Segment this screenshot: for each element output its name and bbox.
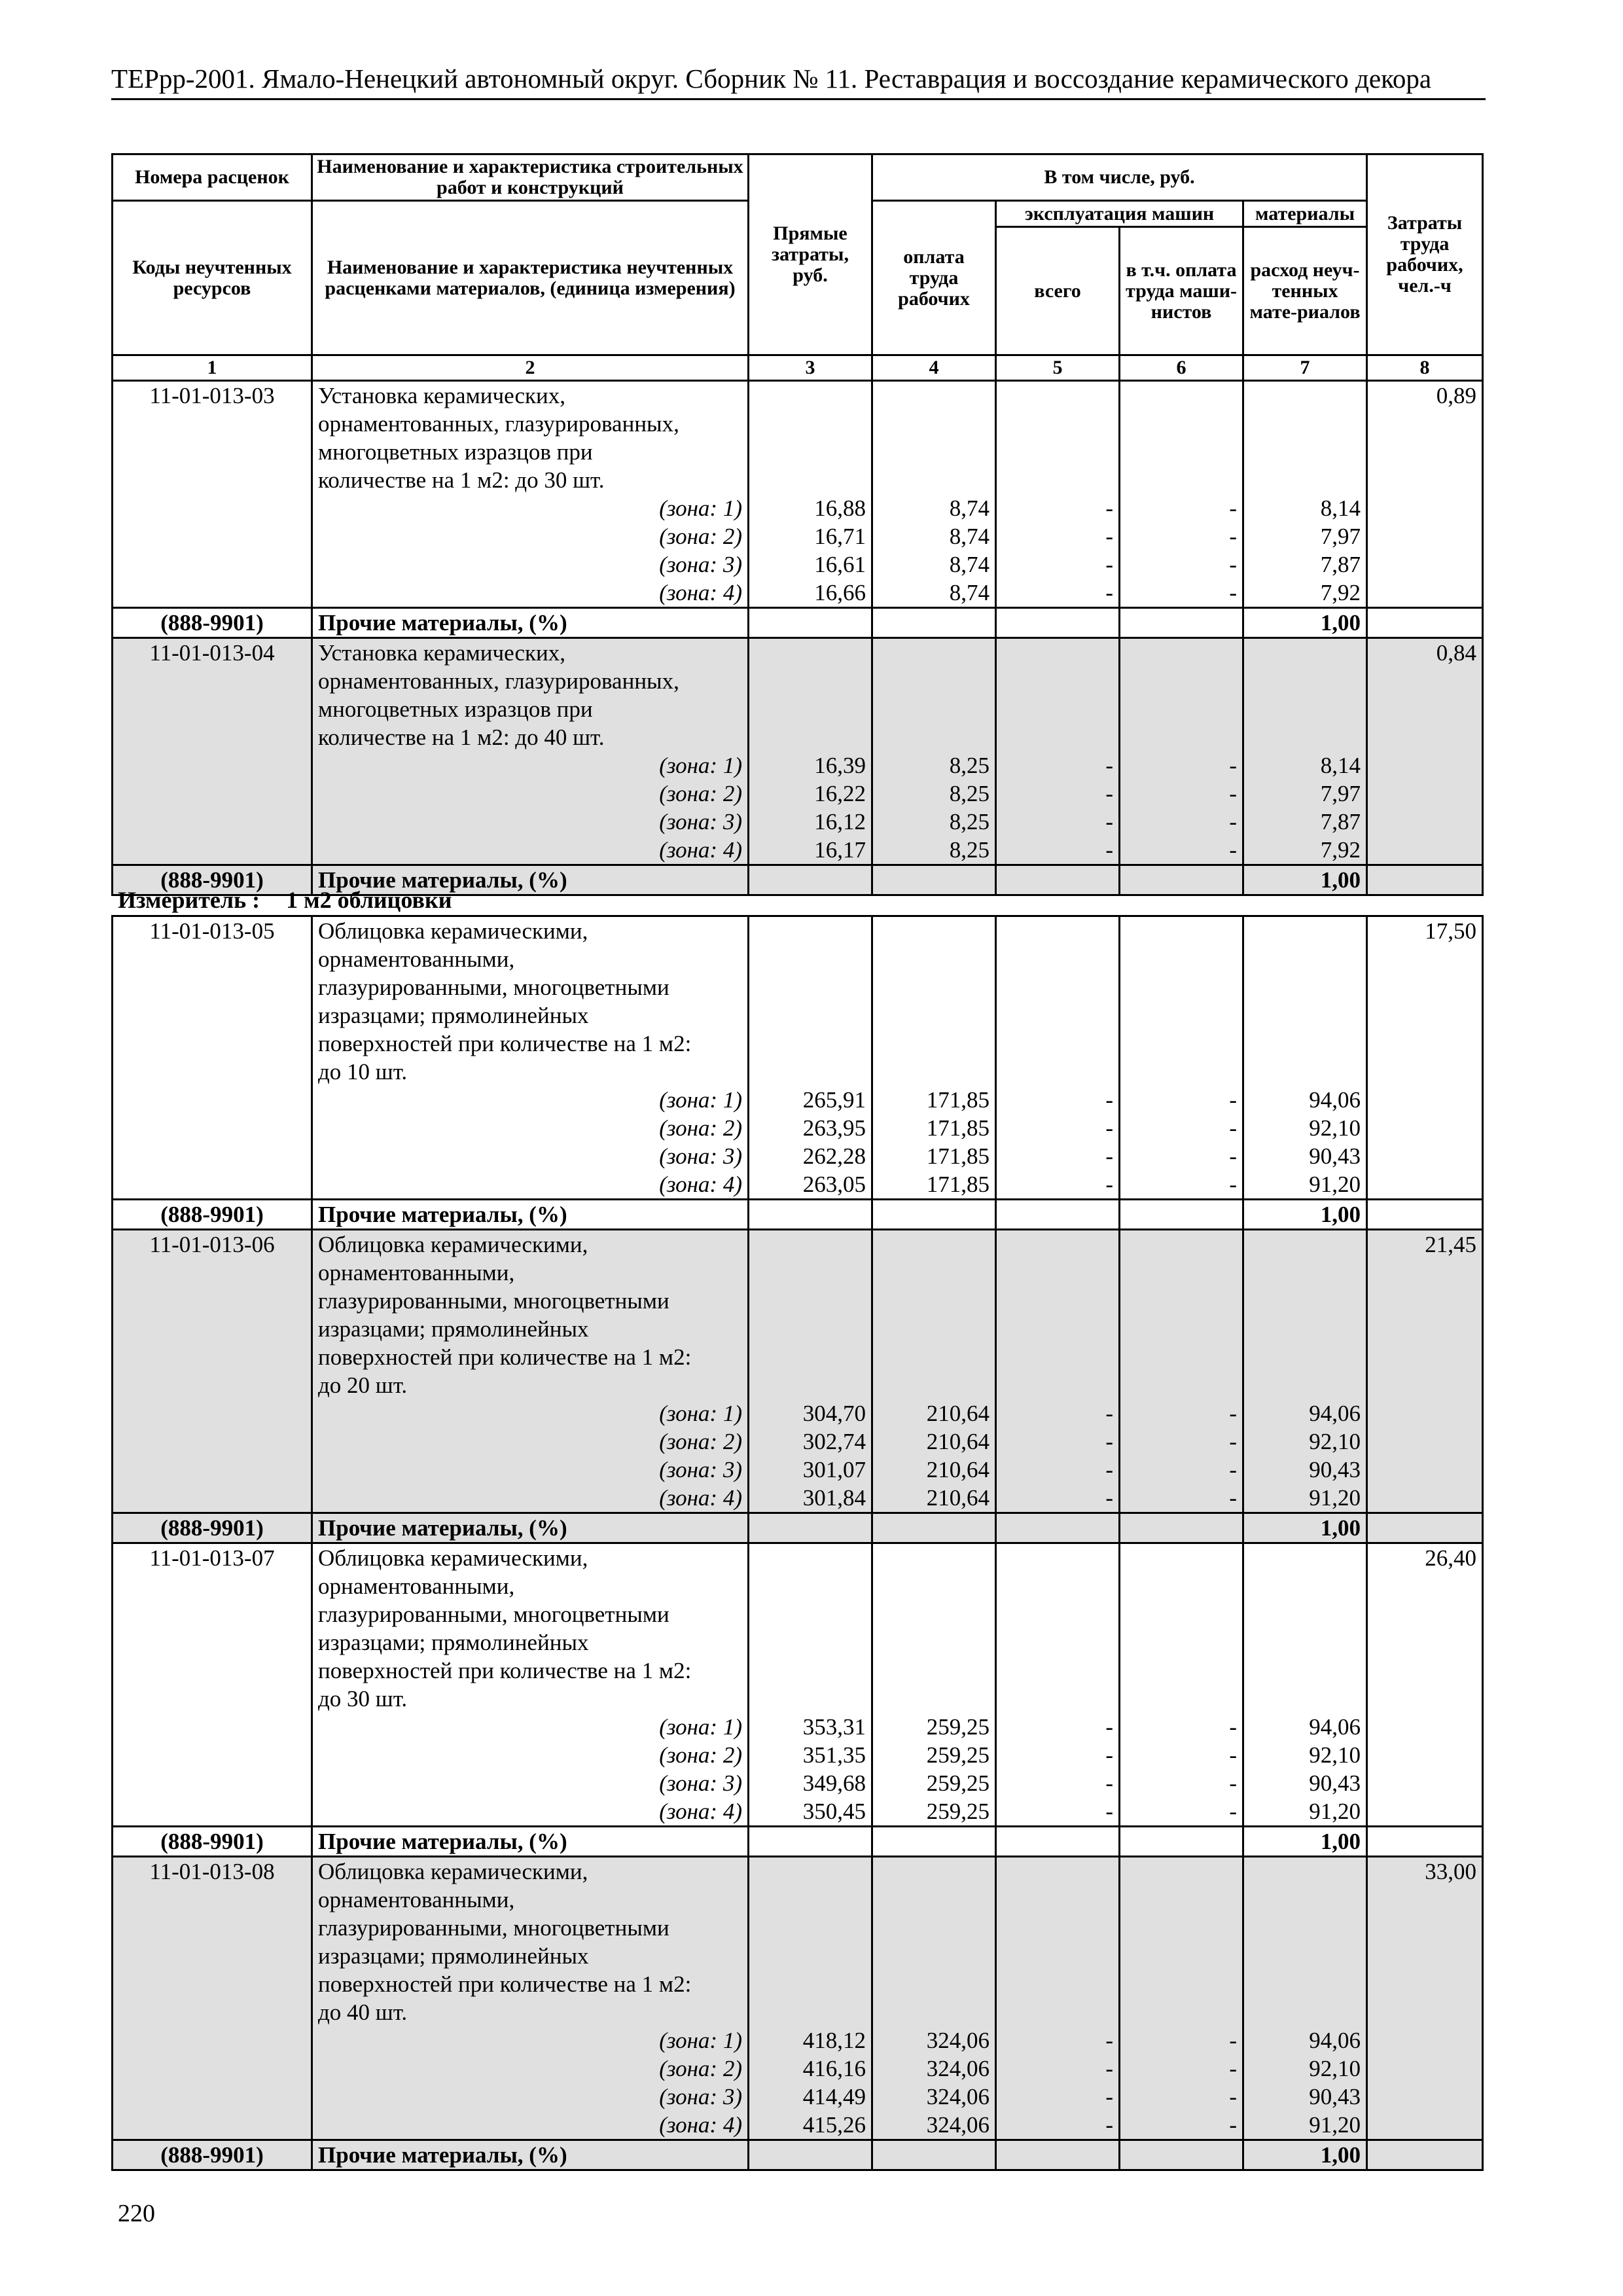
rate-description-cell bbox=[312, 916, 749, 1200]
other-materials-value: 1,00 bbox=[1243, 1200, 1367, 1230]
direct-cost-value: 263,95 bbox=[802, 1115, 866, 1141]
wage-value: 8,74 bbox=[949, 580, 990, 605]
machines-total-cell bbox=[996, 1857, 1120, 2140]
materials-value: 7,97 bbox=[1320, 524, 1361, 549]
materials-value: 7,87 bbox=[1320, 809, 1361, 834]
labor-hours-value: 0,89 bbox=[1436, 383, 1477, 408]
direct-cost-value: 16,12 bbox=[814, 809, 866, 834]
materials-value: 7,97 bbox=[1320, 781, 1361, 806]
machinist-wage-value: - bbox=[1229, 809, 1237, 834]
other-materials-row bbox=[113, 1200, 1483, 1230]
machines-total-value: - bbox=[1105, 1172, 1113, 1197]
direct-cost-value: 16,88 bbox=[814, 495, 866, 521]
other-materials-row bbox=[113, 1513, 1483, 1543]
other-materials-label: Прочие материалы, (%) bbox=[312, 865, 749, 895]
wage-value: 259,25 bbox=[926, 1799, 990, 1824]
direct-cost-value: 350,45 bbox=[802, 1799, 866, 1824]
other-materials-row bbox=[113, 1827, 1483, 1857]
labor-hours-cell bbox=[1367, 1543, 1483, 1827]
direct-cost-cell bbox=[749, 1857, 872, 2140]
materials-value: 90,43 bbox=[1309, 2084, 1361, 2109]
rate-row bbox=[113, 638, 1483, 865]
materials-value: 94,06 bbox=[1309, 1714, 1361, 1740]
rate-description-line: поверхностей при количестве на 1 м2: bbox=[318, 1658, 692, 1683]
wage-value: 8,25 bbox=[949, 753, 990, 778]
rate-description-line: орнаментованными, bbox=[318, 1573, 515, 1599]
machines-total-value: - bbox=[1105, 580, 1113, 605]
labor-hours-value: 21,45 bbox=[1425, 1232, 1476, 1257]
zone-label: (зона: 3) bbox=[659, 552, 742, 577]
machines-total-cell bbox=[996, 381, 1120, 608]
rates-table-1 bbox=[111, 153, 1484, 896]
col-num-2: 2 bbox=[312, 355, 749, 381]
wage-value: 8,74 bbox=[949, 552, 990, 577]
machinist-wage-value: - bbox=[1229, 753, 1237, 778]
materials-cell bbox=[1243, 1543, 1367, 1827]
direct-cost-value: 415,26 bbox=[802, 2112, 866, 2138]
direct-cost-value: 418,12 bbox=[802, 2028, 866, 2053]
rate-description-cell bbox=[312, 1543, 749, 1827]
other-materials-value: 1,00 bbox=[1243, 2140, 1367, 2170]
incl-header: В том числе, руб. bbox=[872, 154, 1367, 201]
machinist-wage-cell bbox=[1120, 638, 1243, 865]
direct-cost-cell bbox=[749, 916, 872, 1200]
wage-value: 324,06 bbox=[926, 2056, 990, 2081]
wage-value: 210,64 bbox=[926, 1457, 990, 1482]
col2-header-top-cell: Наименование и характеристика строительных работ и конструкций bbox=[312, 154, 749, 201]
machines-total-value: - bbox=[1105, 2112, 1113, 2138]
machinist-wage-value: - bbox=[1229, 495, 1237, 521]
col4-header: оплата труда рабочих bbox=[872, 201, 996, 355]
zone-label: (зона: 3) bbox=[659, 809, 742, 834]
col5-header: всего bbox=[996, 227, 1120, 355]
materials-value: 92,10 bbox=[1309, 1429, 1361, 1454]
col-num-4: 4 bbox=[872, 355, 996, 381]
materials-value: 92,10 bbox=[1309, 1742, 1361, 1768]
materials-value: 94,06 bbox=[1309, 1401, 1361, 1426]
machinist-wage-value: - bbox=[1229, 1485, 1237, 1511]
rate-row bbox=[113, 916, 1483, 1200]
rate-description-line: Установка керамических, bbox=[318, 383, 565, 408]
rate-code-cell bbox=[113, 1543, 312, 1827]
other-materials-label: Прочие материалы, (%) bbox=[312, 1827, 749, 1857]
materials-cell bbox=[1243, 381, 1367, 608]
machines-total-value: - bbox=[1105, 1143, 1113, 1169]
rate-description-line: до 40 шт. bbox=[318, 2000, 408, 2025]
other-materials-label: Прочие материалы, (%) bbox=[312, 1200, 749, 1230]
rate-description-cell bbox=[312, 1857, 749, 2140]
measure-label: Измеритель : bbox=[118, 887, 260, 913]
rate-code-cell bbox=[113, 916, 312, 1200]
col-num-5: 5 bbox=[996, 355, 1120, 381]
rate-description-line: глазурированными, многоцветными bbox=[318, 975, 669, 1000]
rate-description-line: глазурированными, многоцветными bbox=[318, 1602, 669, 1627]
rate-description-line: поверхностей при количестве на 1 м2: bbox=[318, 1031, 692, 1056]
machinist-wage-value: - bbox=[1229, 1087, 1237, 1113]
direct-cost-cell bbox=[749, 1543, 872, 1827]
machinist-wage-cell bbox=[1120, 1857, 1243, 2140]
zone-label: (зона: 2) bbox=[659, 2056, 742, 2081]
materials-value: 7,87 bbox=[1320, 552, 1361, 577]
zone-label: (зона: 1) bbox=[659, 1401, 742, 1426]
rate-description-line: орнаментованных, глазурированных, bbox=[318, 411, 679, 437]
labor-hours-value: 33,00 bbox=[1425, 1859, 1476, 1884]
wage-value: 8,74 bbox=[949, 495, 990, 521]
rate-row bbox=[113, 1857, 1483, 2140]
other-materials-code: (888-9901) bbox=[113, 1200, 312, 1230]
rate-description-line: изразцами; прямолинейных bbox=[318, 1630, 589, 1655]
rate-description-line: орнаментованных, глазурированных, bbox=[318, 668, 679, 694]
materials-cell bbox=[1243, 638, 1367, 865]
rate-row bbox=[113, 381, 1483, 608]
machines-total-value: - bbox=[1105, 1087, 1113, 1113]
labor-hours-value: 17,50 bbox=[1425, 918, 1476, 944]
rate-description-line: Облицовка керамическими, bbox=[318, 1545, 588, 1571]
machinist-wage-value: - bbox=[1229, 1742, 1237, 1768]
rate-description-line: до 20 шт. bbox=[318, 1372, 408, 1398]
materials-value: 90,43 bbox=[1309, 1457, 1361, 1482]
zone-label: (зона: 2) bbox=[659, 781, 742, 806]
rate-code: 11-01-013-07 bbox=[149, 1545, 275, 1571]
machines-total-cell bbox=[996, 1543, 1120, 1827]
rate-row bbox=[113, 1230, 1483, 1513]
labor-hours-cell bbox=[1367, 1857, 1483, 2140]
rate-description-line: изразцами; прямолинейных bbox=[318, 1003, 589, 1028]
other-materials-label: Прочие материалы, (%) bbox=[312, 2140, 749, 2170]
col-num-6: 6 bbox=[1120, 355, 1243, 381]
direct-cost-value: 265,91 bbox=[802, 1087, 866, 1113]
wage-value: 171,85 bbox=[926, 1115, 990, 1141]
materials-cell bbox=[1243, 916, 1367, 1200]
rate-description-line: количестве на 1 м2: до 40 шт. bbox=[318, 725, 605, 750]
machines-total-value: - bbox=[1105, 1742, 1113, 1768]
wage-cell bbox=[872, 638, 996, 865]
other-materials-row bbox=[113, 2140, 1483, 2170]
wage-value: 259,25 bbox=[926, 1742, 990, 1768]
zone-label: (зона: 3) bbox=[659, 1457, 742, 1482]
machines-total-value: - bbox=[1105, 1485, 1113, 1511]
other-materials-value: 1,00 bbox=[1243, 608, 1367, 638]
machinist-wage-value: - bbox=[1229, 1714, 1237, 1740]
direct-cost-value: 353,31 bbox=[802, 1714, 866, 1740]
rate-code-cell bbox=[113, 638, 312, 865]
rate-code: 11-01-013-05 bbox=[149, 918, 275, 944]
labor-hours-cell bbox=[1367, 381, 1483, 608]
direct-cost-value: 301,07 bbox=[802, 1457, 866, 1482]
machines-total-value: - bbox=[1105, 1429, 1113, 1454]
labor-hours-cell bbox=[1367, 1230, 1483, 1513]
machines-total-cell bbox=[996, 916, 1120, 1200]
direct-cost-cell bbox=[749, 638, 872, 865]
other-materials-code: (888-9901) bbox=[113, 865, 312, 895]
rate-description-line: многоцветных изразцов при bbox=[318, 439, 593, 465]
machinist-wage-cell bbox=[1120, 916, 1243, 1200]
machinist-wage-value: - bbox=[1229, 1457, 1237, 1482]
machinist-wage-cell bbox=[1120, 1230, 1243, 1513]
zone-label: (зона: 1) bbox=[659, 2028, 742, 2053]
rate-description-line: изразцами; прямолинейных bbox=[318, 1316, 589, 1342]
materials-value: 94,06 bbox=[1309, 1087, 1361, 1113]
direct-cost-cell bbox=[749, 1230, 872, 1513]
wage-value: 171,85 bbox=[926, 1172, 990, 1197]
rate-description-line: изразцами; прямолинейных bbox=[318, 1943, 589, 1969]
wage-cell bbox=[872, 381, 996, 608]
direct-cost-value: 349,68 bbox=[802, 1770, 866, 1796]
direct-cost-value: 262,28 bbox=[802, 1143, 866, 1169]
wage-value: 324,06 bbox=[926, 2028, 990, 2053]
machines-total-value: - bbox=[1105, 1714, 1113, 1740]
col6-header: в т.ч. оплата труда маши-нистов bbox=[1120, 227, 1243, 355]
machinist-wage-value: - bbox=[1229, 524, 1237, 549]
rate-code: 11-01-013-06 bbox=[149, 1232, 275, 1257]
zone-label: (зона: 4) bbox=[659, 2112, 742, 2138]
materials-cell bbox=[1243, 1857, 1367, 2140]
zone-label: (зона: 1) bbox=[659, 753, 742, 778]
rate-description-cell bbox=[312, 638, 749, 865]
machines-total-value: - bbox=[1105, 2056, 1113, 2081]
direct-cost-value: 263,05 bbox=[802, 1172, 866, 1197]
wage-cell bbox=[872, 1230, 996, 1513]
direct-cost-value: 416,16 bbox=[802, 2056, 866, 2081]
col-num-8: 8 bbox=[1367, 355, 1483, 381]
rate-row bbox=[113, 1543, 1483, 1827]
rate-description-line: поверхностей при количестве на 1 м2: bbox=[318, 1344, 692, 1370]
other-materials-value: 1,00 bbox=[1243, 1513, 1367, 1543]
machinist-wage-value: - bbox=[1229, 2084, 1237, 2109]
materials-cell bbox=[1243, 1230, 1367, 1513]
wage-value: 171,85 bbox=[926, 1143, 990, 1169]
machinist-wage-value: - bbox=[1229, 552, 1237, 577]
wage-value: 210,64 bbox=[926, 1485, 990, 1511]
page-header: ТЕРрр-2001. Ямало-Ненецкий автономный округ. Сборник № 11. Реставрация и воссоздание керамического декора bbox=[111, 60, 1486, 100]
direct-cost-value: 16,61 bbox=[814, 552, 866, 577]
wage-value: 210,64 bbox=[926, 1401, 990, 1426]
labor-hours-cell bbox=[1367, 916, 1483, 1200]
machines-total-value: - bbox=[1105, 2084, 1113, 2109]
page-number: 220 bbox=[118, 2200, 155, 2227]
rate-code-cell bbox=[113, 1857, 312, 2140]
machines-total-value: - bbox=[1105, 837, 1113, 863]
zone-label: (зона: 1) bbox=[659, 1087, 742, 1113]
col7-header: расход неуч-тенных мате-риалов bbox=[1243, 227, 1367, 355]
rate-description-line: орнаментованными, bbox=[318, 1260, 515, 1285]
zone-label: (зона: 3) bbox=[659, 1770, 742, 1796]
rate-description-line: Облицовка керамическими, bbox=[318, 1232, 588, 1257]
rate-code: 11-01-013-08 bbox=[149, 1859, 275, 1884]
machines-total-value: - bbox=[1105, 524, 1113, 549]
materials-value: 91,20 bbox=[1309, 1172, 1361, 1197]
machines-total-value: - bbox=[1105, 1457, 1113, 1482]
rate-description-line: до 10 шт. bbox=[318, 1059, 408, 1085]
rate-description-line: Установка керамических, bbox=[318, 640, 565, 666]
wage-cell bbox=[872, 916, 996, 1200]
zone-label: (зона: 2) bbox=[659, 1742, 742, 1768]
materials-value: 92,10 bbox=[1309, 2056, 1361, 2081]
direct-cost-value: 16,17 bbox=[814, 837, 866, 863]
labor-hours-value: 26,40 bbox=[1425, 1545, 1476, 1571]
machinist-wage-value: - bbox=[1229, 1770, 1237, 1796]
machinist-wage-value: - bbox=[1229, 2028, 1237, 2053]
wage-value: 259,25 bbox=[926, 1770, 990, 1796]
direct-cost-value: 302,74 bbox=[802, 1429, 866, 1454]
machinist-wage-value: - bbox=[1229, 1143, 1237, 1169]
other-materials-label: Прочие материалы, (%) bbox=[312, 1513, 749, 1543]
labor-hours-cell bbox=[1367, 638, 1483, 865]
rate-description-cell bbox=[312, 1230, 749, 1513]
materials-value: 8,14 bbox=[1320, 495, 1361, 521]
rate-description-line: глазурированными, многоцветными bbox=[318, 1915, 669, 1941]
wage-value: 324,06 bbox=[926, 2084, 990, 2109]
other-materials-value: 1,00 bbox=[1243, 1827, 1367, 1857]
direct-cost-value: 301,84 bbox=[802, 1485, 866, 1511]
materials-value: 91,20 bbox=[1309, 1799, 1361, 1824]
machinist-wage-cell bbox=[1120, 381, 1243, 608]
machinist-wage-value: - bbox=[1229, 1799, 1237, 1824]
other-materials-row bbox=[113, 608, 1483, 638]
machines-total-value: - bbox=[1105, 495, 1113, 521]
materials-value: 91,20 bbox=[1309, 2112, 1361, 2138]
machinist-wage-value: - bbox=[1229, 2112, 1237, 2138]
rate-description-line: Облицовка керамическими, bbox=[318, 918, 588, 944]
machines-total-value: - bbox=[1105, 809, 1113, 834]
col-num-1: 1 bbox=[113, 355, 312, 381]
rate-description-line: до 30 шт. bbox=[318, 1686, 408, 1712]
machines-total-value: - bbox=[1105, 1115, 1113, 1141]
other-materials-label: Прочие материалы, (%) bbox=[312, 608, 749, 638]
measure-line bbox=[118, 886, 452, 914]
direct-cost-value: 16,71 bbox=[814, 524, 866, 549]
rate-code-cell bbox=[113, 381, 312, 608]
rate-description-line: поверхностей при количестве на 1 м2: bbox=[318, 1971, 692, 1997]
materials-value: 8,14 bbox=[1320, 753, 1361, 778]
rate-code: 11-01-013-04 bbox=[149, 640, 275, 666]
col1-header-bottom: Коды неучтенных ресурсов bbox=[113, 201, 312, 355]
materials-header: материалы bbox=[1243, 201, 1367, 227]
machines-total-value: - bbox=[1105, 753, 1113, 778]
zone-label: (зона: 4) bbox=[659, 580, 742, 605]
machines-total-cell bbox=[996, 1230, 1120, 1513]
machines-header: эксплуатация машин bbox=[996, 201, 1243, 227]
machinist-wage-value: - bbox=[1229, 580, 1237, 605]
zone-label: (зона: 3) bbox=[659, 2084, 742, 2109]
other-materials-code: (888-9901) bbox=[113, 1513, 312, 1543]
zone-label: (зона: 4) bbox=[659, 1485, 742, 1511]
zone-label: (зона: 1) bbox=[659, 1714, 742, 1740]
labor-hours-value: 0,84 bbox=[1436, 640, 1477, 666]
machinist-wage-value: - bbox=[1229, 781, 1237, 806]
materials-value: 90,43 bbox=[1309, 1143, 1361, 1169]
col1-header-top: Номера расценок bbox=[113, 154, 312, 201]
rate-description-line: глазурированными, многоцветными bbox=[318, 1288, 669, 1314]
col2-header-bottom: Наименование и характеристика неучтенных расценками материалов, (единица измерения) bbox=[312, 201, 749, 355]
wage-value: 324,06 bbox=[926, 2112, 990, 2138]
machinist-wage-cell bbox=[1120, 1543, 1243, 1827]
zone-label: (зона: 3) bbox=[659, 1143, 742, 1169]
machinist-wage-value: - bbox=[1229, 1115, 1237, 1141]
other-materials-code: (888-9901) bbox=[113, 608, 312, 638]
other-materials-code: (888-9901) bbox=[113, 1827, 312, 1857]
machines-total-value: - bbox=[1105, 1770, 1113, 1796]
rate-description-cell bbox=[312, 381, 749, 608]
machinist-wage-value: - bbox=[1229, 1172, 1237, 1197]
measure-value: 1 м2 облицовки bbox=[286, 887, 452, 913]
col8-header: Затраты труда рабочих, чел.-ч bbox=[1367, 154, 1483, 355]
machines-total-value: - bbox=[1105, 1401, 1113, 1426]
zone-label: (зона: 1) bbox=[659, 495, 742, 521]
wage-cell bbox=[872, 1857, 996, 2140]
machines-total-value: - bbox=[1105, 1799, 1113, 1824]
col-num-3: 3 bbox=[749, 355, 872, 381]
materials-value: 92,10 bbox=[1309, 1115, 1361, 1141]
materials-value: 91,20 bbox=[1309, 1485, 1361, 1511]
zone-label: (зона: 4) bbox=[659, 1172, 742, 1197]
zone-label: (зона: 4) bbox=[659, 837, 742, 863]
direct-cost-value: 16,22 bbox=[814, 781, 866, 806]
wage-cell bbox=[872, 1543, 996, 1827]
materials-value: 7,92 bbox=[1320, 837, 1361, 863]
wage-value: 8,25 bbox=[949, 809, 990, 834]
rate-description-line: Облицовка керамическими, bbox=[318, 1859, 588, 1884]
direct-cost-value: 414,49 bbox=[802, 2084, 866, 2109]
rate-description-line: орнаментованными, bbox=[318, 1887, 515, 1912]
rate-description-line: многоцветных изразцов при bbox=[318, 696, 593, 722]
materials-value: 7,92 bbox=[1320, 580, 1361, 605]
wage-value: 210,64 bbox=[926, 1429, 990, 1454]
machines-total-value: - bbox=[1105, 552, 1113, 577]
materials-value: 90,43 bbox=[1309, 1770, 1361, 1796]
col3-header: Прямые затраты, руб. bbox=[749, 154, 872, 355]
direct-cost-value: 16,66 bbox=[814, 580, 866, 605]
rates-table-2 bbox=[111, 915, 1484, 2171]
wage-value: 171,85 bbox=[926, 1087, 990, 1113]
machines-total-cell bbox=[996, 638, 1120, 865]
rate-code: 11-01-013-03 bbox=[149, 383, 275, 408]
wage-value: 8,74 bbox=[949, 524, 990, 549]
direct-cost-value: 351,35 bbox=[802, 1742, 866, 1768]
machines-total-value: - bbox=[1105, 2028, 1113, 2053]
machinist-wage-value: - bbox=[1229, 1429, 1237, 1454]
machinist-wage-value: - bbox=[1229, 2056, 1237, 2081]
direct-cost-cell bbox=[749, 381, 872, 608]
other-materials-code: (888-9901) bbox=[113, 2140, 312, 2170]
wage-value: 259,25 bbox=[926, 1714, 990, 1740]
machines-total-value: - bbox=[1105, 781, 1113, 806]
rate-description-line: количестве на 1 м2: до 30 шт. bbox=[318, 467, 605, 493]
other-materials-value: 1,00 bbox=[1243, 865, 1367, 895]
direct-cost-value: 304,70 bbox=[802, 1401, 866, 1426]
machinist-wage-value: - bbox=[1229, 1401, 1237, 1426]
col-num-7: 7 bbox=[1243, 355, 1367, 381]
zone-label: (зона: 2) bbox=[659, 1429, 742, 1454]
zone-label: (зона: 2) bbox=[659, 524, 742, 549]
machinist-wage-value: - bbox=[1229, 837, 1237, 863]
wage-value: 8,25 bbox=[949, 837, 990, 863]
direct-cost-value: 16,39 bbox=[814, 753, 866, 778]
zone-label: (зона: 2) bbox=[659, 1115, 742, 1141]
materials-value: 94,06 bbox=[1309, 2028, 1361, 2053]
zone-label: (зона: 4) bbox=[659, 1799, 742, 1824]
rate-description-line: орнаментованными, bbox=[318, 946, 515, 972]
wage-value: 8,25 bbox=[949, 781, 990, 806]
rate-code-cell bbox=[113, 1230, 312, 1513]
